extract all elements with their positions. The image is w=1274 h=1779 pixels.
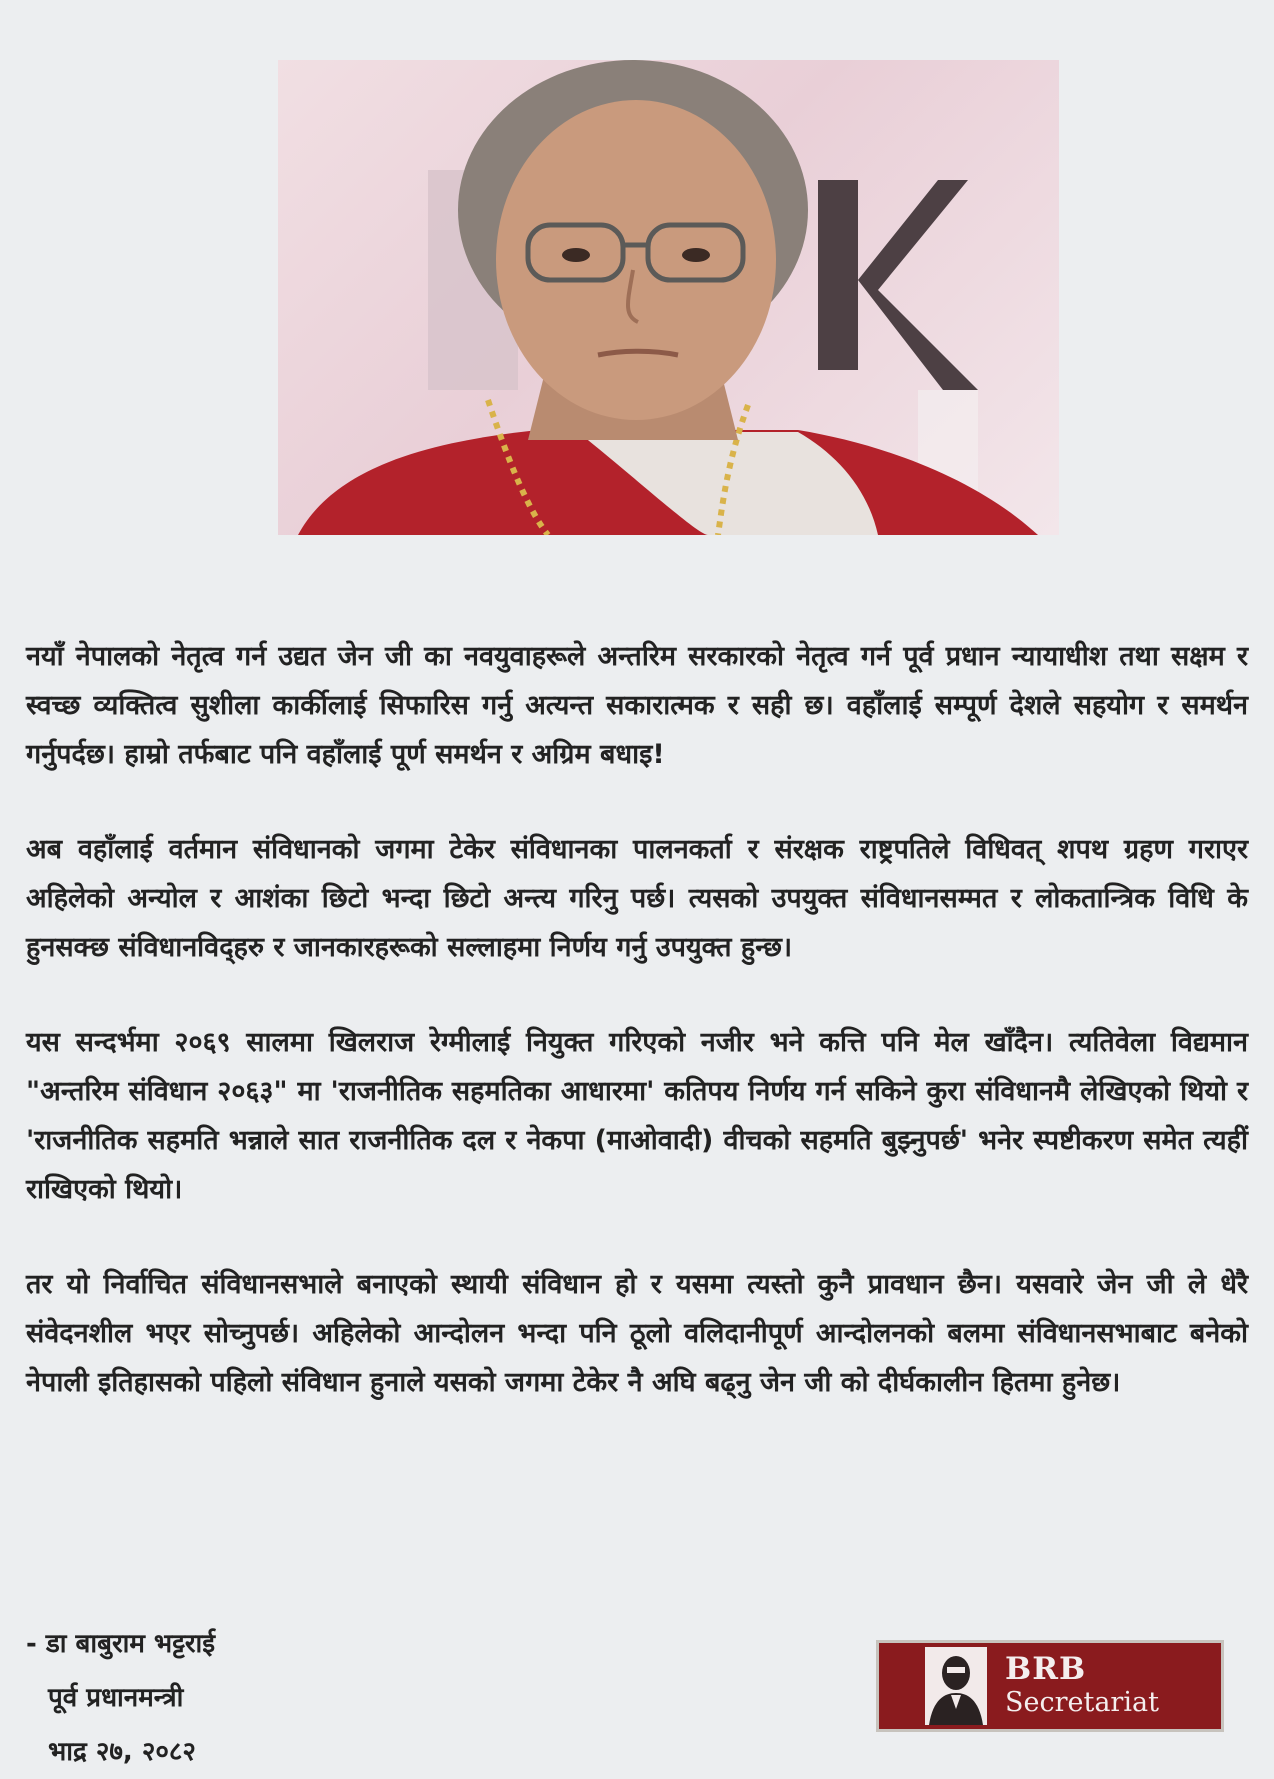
statement-body xyxy=(26,632,1248,1407)
signature-position: पूर्व प्रधानमन्त्री xyxy=(48,1683,184,1713)
badge-subtitle: Secretariat xyxy=(1005,1687,1159,1718)
paragraph: यस सन्दर्भमा २०६९ सालमा खिलराज रेग्मीलाई नियुक्त गरिएको नजीर भने कत्ति पनि मेल खाँदैन। त्यतिवेला विद्यमान "अन्तरिम संविधान २०६३" मा 'राजनीतिक सहमतिका आधारमा' कतिपय निर्णय गर्न सकिने कुरा संविधानमै लेखिएको थियो र 'राजनीतिक सहमति भन्नाले सात राजनीतिक दल र नेकपा (माओवादी) वीचको सहमति बुझ्नुपर्छ' भनेर स्पष्टीकरण समेत त्यहीं राखिएको थियो। xyxy=(26,1027,1248,1205)
portrait-silhouette-icon xyxy=(925,1647,987,1725)
paragraph: तर यो निर्वाचित संविधानसभाले बनाएको स्थायी संविधान हो र यसमा त्यस्तो कुनै प्रावधान छैन। यसवारे जेन जी ले धेरै संवेदनशील भएर सोच्नुपर्छ। अहिलेको आन्दोलन भन्दा पनि ठूलो वलिदानीपूर्ण आन्दोलनको बलमा संविधानसभाबाट बनेको नेपाली इतिहासको पहिलो संविधान हुनाले यसको जगमा टेकेर नै अघि बढ्नु जेन जी को दीर्घकालीन हितमा हुनेछ। xyxy=(26,1269,1248,1398)
signature-block xyxy=(26,1617,215,1779)
brb-secretariat-badge xyxy=(876,1640,1224,1732)
portrait-photo xyxy=(278,60,1059,535)
portrait-illustration xyxy=(278,60,1059,535)
paragraph: अब वहाँलाई वर्तमान संविधानको जगमा टेकेर संविधानका पालनकर्ता र संरक्षक राष्ट्रपतिले विधिवत् शपथ ग्रहण गराएर अहिलेको अन्योल र आशंका छिटो भन्दा छिटो अन्त्य गरिनु पर्छ। त्यसको उपयुक्त संविधानसम्मत र लोकतान्त्रिक विधि के हुनसक्छ संविधानविद्हरु र जानकारहरूको सल्लाहमा निर्णय गर्नु उपयुक्त हुन्छ। xyxy=(26,834,1248,963)
badge-title: BRB xyxy=(1005,1651,1087,1687)
signature-date: भाद्र २७, २०८२ xyxy=(48,1737,196,1767)
signature-name: - डा बाबुराम भट्टराई xyxy=(26,1629,216,1659)
paragraph: नयाँ नेपालको नेतृत्व गर्न उद्यत जेन जी का नवयुवाहरूले अन्तरिम सरकारको नेतृत्व गर्न पूर्व प्रधान न्यायाधीश तथा सक्षम र स्वच्छ व्यक्तित्व सुशीला कार्कीलाई सिफारिस गर्नु अत्यन्त सकारात्मक र सही छ। वहाँलाई सम्पूर्ण देशले सहयोग र समर्थन गर्नुपर्दछ। हाम्रो तर्फबाट पनि वहाँलाई पूर्ण समर्थन र अग्रिम बधाइ! xyxy=(26,641,1248,770)
